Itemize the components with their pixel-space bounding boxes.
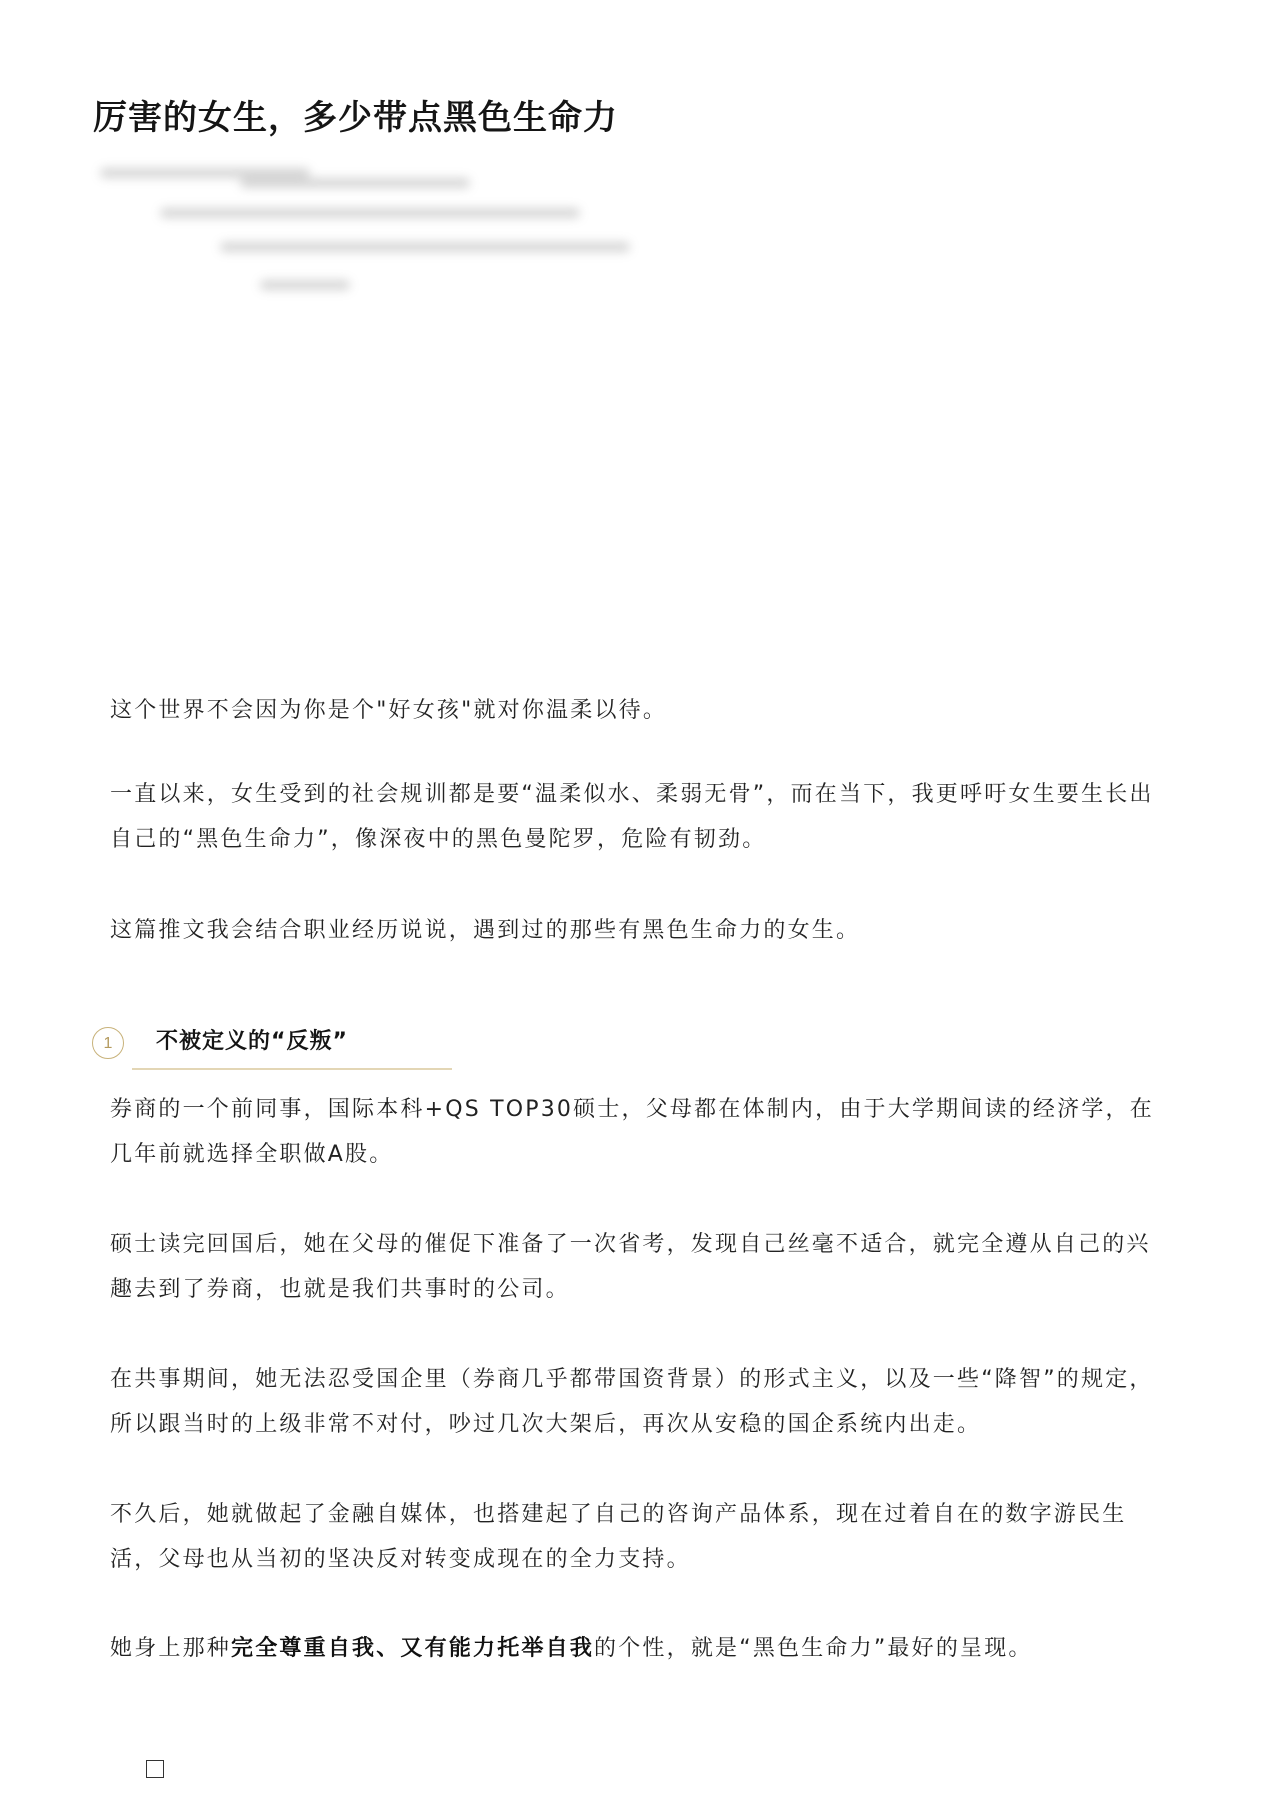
article-title: 厉害的女生，多少带点黑色生命力 xyxy=(93,98,618,138)
intro-paragraph-2: 一直以来，女生受到的社会规训都是要“温柔似水、柔弱无骨”，而在当下，我更呼吁女生要生长出自己的“黑色生命力”，像深夜中的黑色曼陀罗，危险有韧劲。 xyxy=(110,782,1154,852)
section-heading-1 xyxy=(92,1022,372,1072)
blurred-author-info xyxy=(100,160,660,340)
intro-paragraph-1: 这个世界不会因为你是个"好女孩"就对你温柔以待。 xyxy=(110,698,668,723)
section-divider xyxy=(132,1068,452,1070)
section-paragraph-4: 不久后，她就做起了金融自媒体，也搭建起了自己的咨询产品体系，现在过着自在的数字游民生活，父母也从当初的坚决反对转变成现在的全力支持。 xyxy=(110,1502,1127,1572)
section-paragraph-5 xyxy=(110,1626,1170,1671)
checkbox[interactable] xyxy=(146,1760,164,1778)
section-paragraph-2: 硕士读完回国后，她在父母的催促下准备了一次省考，发现自己丝毫不适合，就完全遵从自己的兴趣去到了券商，也就是我们共事时的公司。 xyxy=(110,1232,1151,1302)
section-number-badge: 1 xyxy=(92,1027,124,1059)
paragraph-text: 的个性，就是“黑色生命力”最好的呈现。 xyxy=(594,1636,1033,1661)
paragraph-text: 她身上那种 xyxy=(110,1636,232,1661)
section-title: 不被定义的“反叛” xyxy=(156,1029,348,1054)
intro-paragraph-3: 这篇推文我会结合职业经历说说，遇到过的那些有黑色生命力的女生。 xyxy=(110,918,861,943)
section-paragraph-1: 券商的一个前同事，国际本科+QS TOP30硕士，父母都在体制内，由于大学期间读的经济学，在几年前就选择全职做A股。 xyxy=(110,1097,1154,1167)
emphasis-text: 完全尊重自我、又有能力托举自我 xyxy=(231,1636,595,1661)
section-paragraph-3: 在共事期间，她无法忍受国企里（券商几乎都带国资背景）的形式主义，以及一些“降智”的规定，所以跟当时的上级非常不对付，吵过几次大架后，再次从安稳的国企系统内出走。 xyxy=(110,1367,1154,1437)
